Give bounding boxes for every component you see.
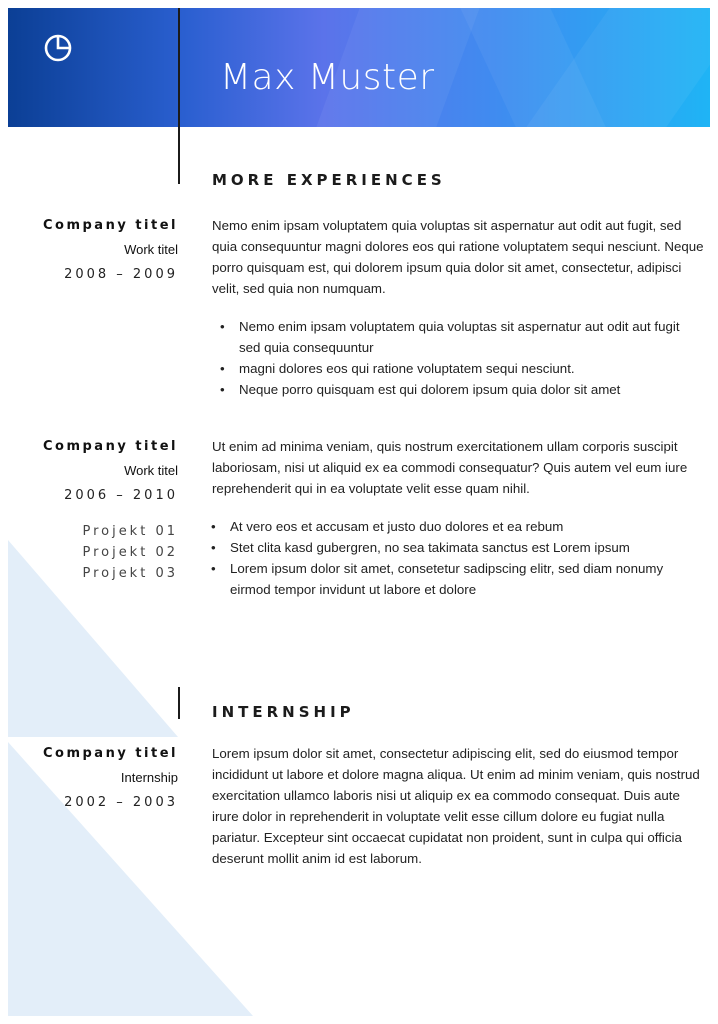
list-item: • Stet clita kasd gubergren, no sea takimata sanctus est Lorem ipsum — [203, 537, 673, 558]
project-item: Projekt 03 — [82, 566, 178, 581]
entry-description: Lorem ipsum dolor sit amet, consectetur adipiscing elit, sed do eiusmod tempor incididunt ut labore et dolore magna aliqua. Ut enim ad minim veniam, quis nostrud exercitation ullamco laboris nisi ut aliquip ex ea commodo consequat. Duis aute irure dolor in reprehenderit in voluptate velit esse cillum dolore eu fugiat nulla pariatur. Excepteur sint occaecat cupidatat non proident, sunt in culpa qui officia deserunt mollit anim id est laborum. — [212, 746, 700, 866]
section-divider-line — [178, 687, 180, 719]
list-item: • Lorem ipsum dolor sit amet, consetetur sadipscing elitr, sed diam nonumy eirmod tempor invidunt ut labore et dolore — [203, 558, 673, 600]
project-item: Projekt 01 — [82, 524, 178, 539]
entry-description: Nemo enim ipsam voluptatem quia voluptas sit aspernatur aut odit aut fugit, sed quia consequuntur magni dolores eos qui ratione voluptatem sequi nesciunt. Neque porro quisquam est, qui dolorem ipsum quia dolor sit amet, consectetur, adipisci velit, sed quia non numquam. — [212, 218, 704, 296]
list-item: • Nemo enim ipsam voluptatem quia voluptas sit aspernatur aut odit aut fugit sed quia consequuntur — [212, 316, 682, 358]
header-banner — [8, 8, 710, 127]
header-divider-line — [178, 8, 180, 184]
company-name: Company titel — [42, 746, 178, 761]
list-item: • Neque porro quisquam est qui dolorem ipsum quia dolor sit amet — [212, 379, 682, 400]
entry-bullet-list — [203, 516, 673, 600]
job-title: Internship — [120, 770, 178, 785]
company-name: Company titel — [42, 439, 178, 454]
person-name: Max Muster — [220, 57, 435, 98]
job-title: Work titel — [124, 242, 178, 257]
date-range: 2006 – 2010 — [64, 488, 178, 503]
job-title: Work titel — [124, 463, 178, 478]
section-title-internship: INTERNSHIP — [212, 703, 355, 721]
entry-bullet-list — [212, 316, 682, 400]
date-range: 2002 – 2003 — [64, 795, 178, 810]
company-name: Company titel — [42, 218, 178, 233]
date-range: 2008 – 2009 — [64, 267, 178, 282]
project-item: Projekt 02 — [82, 545, 178, 560]
list-item: • At vero eos et accusam et justo duo dolores et ea rebum — [203, 516, 673, 537]
pie-chart-icon — [42, 32, 74, 64]
section-title-experiences: MORE EXPERIENCES — [212, 171, 446, 189]
entry-description: Ut enim ad minima veniam, quis nostrum exercitationem ullam corporis suscipit laboriosam, nisi ut aliquid ex ea commodi consequatur? Quis autem vel eum iure reprehenderit qui in ea voluptate velit esse quam nihil. — [212, 439, 688, 496]
list-item: • magni dolores eos qui ratione voluptatem sequi nesciunt. — [212, 358, 682, 379]
